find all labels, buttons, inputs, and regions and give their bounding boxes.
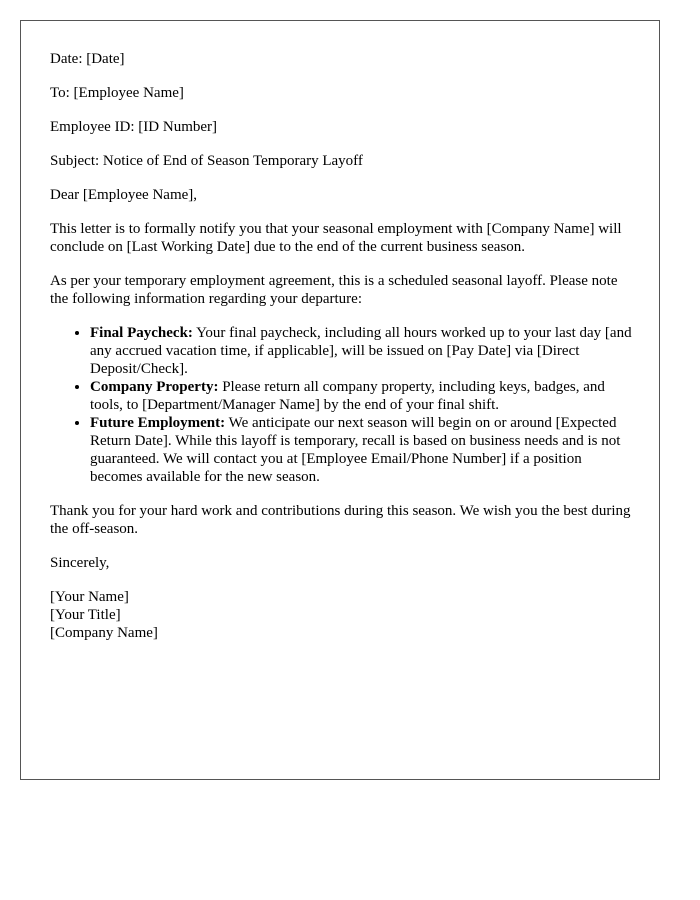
list-item-title: Final Paycheck:	[90, 325, 193, 341]
employee-id-line: Employee ID: [ID Number]	[50, 119, 218, 135]
list-item-future-employment	[90, 414, 636, 486]
sign-off: Sincerely,	[50, 555, 110, 571]
list-item-text: Please return all company property, including keys, badges, and tools, to [Department/Manager Name] by the end of your final shift.	[90, 379, 605, 413]
closing-paragraph: Thank you for your hard work and contributions during this season. We wish you the best during the off-season.	[50, 503, 631, 537]
letter-body	[50, 50, 636, 658]
agreement-paragraph: As per your temporary employment agreement, this is a scheduled seasonal layoff. Please note the following information regarding your departure:	[50, 273, 618, 307]
recipient-line: To: [Employee Name]	[50, 85, 184, 101]
signature-title: [Your Title]	[50, 607, 121, 623]
list-item-text: Your final paycheck, including all hours worked up to your last day [and any accrued vacation time, if applicable], will be issued on [Pay Date] via [Direct Deposit/Check].	[90, 325, 632, 377]
signature-company: [Company Name]	[50, 625, 158, 641]
list-item-title: Future Employment:	[90, 415, 226, 431]
signature-block	[50, 588, 636, 642]
greeting: Dear [Employee Name],	[50, 187, 198, 203]
list-item-company-property	[90, 378, 636, 414]
list-item-text: We anticipate our next season will begin on or around [Expected Return Date]. While this layoff is temporary, recall is based on business needs and is not guaranteed. We will contact you at [Employee Email/Phone Number] if a position becomes available for the new season.	[90, 415, 621, 485]
subject-line: Subject: Notice of End of Season Temporary Layoff	[50, 153, 363, 169]
intro-paragraph: This letter is to formally notify you that your seasonal employment with [Company Name] will conclude on [Last Working Date] due to the end of the current business season.	[50, 221, 622, 255]
list-item-title: Company Property:	[90, 379, 219, 395]
letter-date: Date: [Date]	[50, 51, 125, 67]
departure-info-list	[50, 324, 636, 486]
letter-frame	[20, 20, 660, 780]
list-item-final-paycheck	[90, 324, 636, 378]
signature-name: [Your Name]	[50, 589, 129, 605]
